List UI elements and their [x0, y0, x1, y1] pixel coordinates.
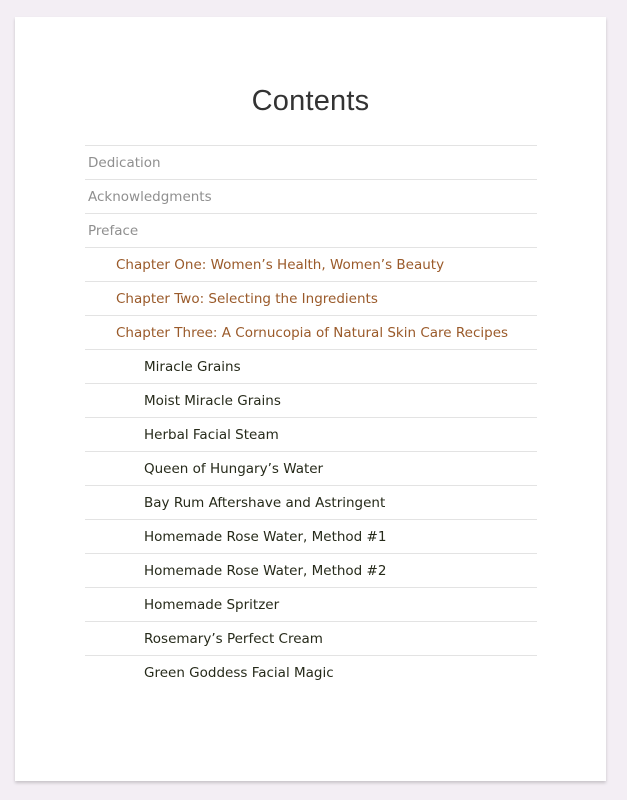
page-title: Contents [251, 85, 370, 117]
toc-chapter-one[interactable]: Chapter One: Women’s Health, Women’s Beauty [85, 248, 537, 282]
toc-chapter-two[interactable]: Chapter Two: Selecting the Ingredients [85, 282, 537, 316]
toc-section-rosemarys-perfect-cream[interactable]: Rosemary’s Perfect Cream [85, 622, 537, 656]
book-page [15, 17, 606, 781]
toc-section-herbal-facial-steam[interactable]: Herbal Facial Steam [85, 418, 537, 452]
toc-section-rose-water-method-2[interactable]: Homemade Rose Water, Method #2 [85, 554, 537, 588]
toc-section-homemade-spritzer[interactable]: Homemade Spritzer [85, 588, 537, 622]
toc-section-rose-water-method-1[interactable]: Homemade Rose Water, Method #1 [85, 520, 537, 554]
table-of-contents [85, 145, 537, 689]
toc-item-acknowledgments[interactable]: Acknowledgments [85, 180, 537, 214]
toc-item-preface[interactable]: Preface [85, 214, 537, 248]
toc-section-queen-of-hungarys-water[interactable]: Queen of Hungary’s Water [85, 452, 537, 486]
toc-section-green-goddess-facial-magic[interactable]: Green Goddess Facial Magic [144, 665, 334, 681]
toc-section-bay-rum-aftershave[interactable]: Bay Rum Aftershave and Astringent [85, 486, 537, 520]
toc-item-dedication[interactable]: Dedication [85, 146, 537, 180]
toc-section-miracle-grains[interactable]: Miracle Grains [85, 350, 537, 384]
toc-chapter-three[interactable]: Chapter Three: A Cornucopia of Natural Skin Care Recipes [85, 316, 537, 350]
toc-section-moist-miracle-grains[interactable]: Moist Miracle Grains [85, 384, 537, 418]
